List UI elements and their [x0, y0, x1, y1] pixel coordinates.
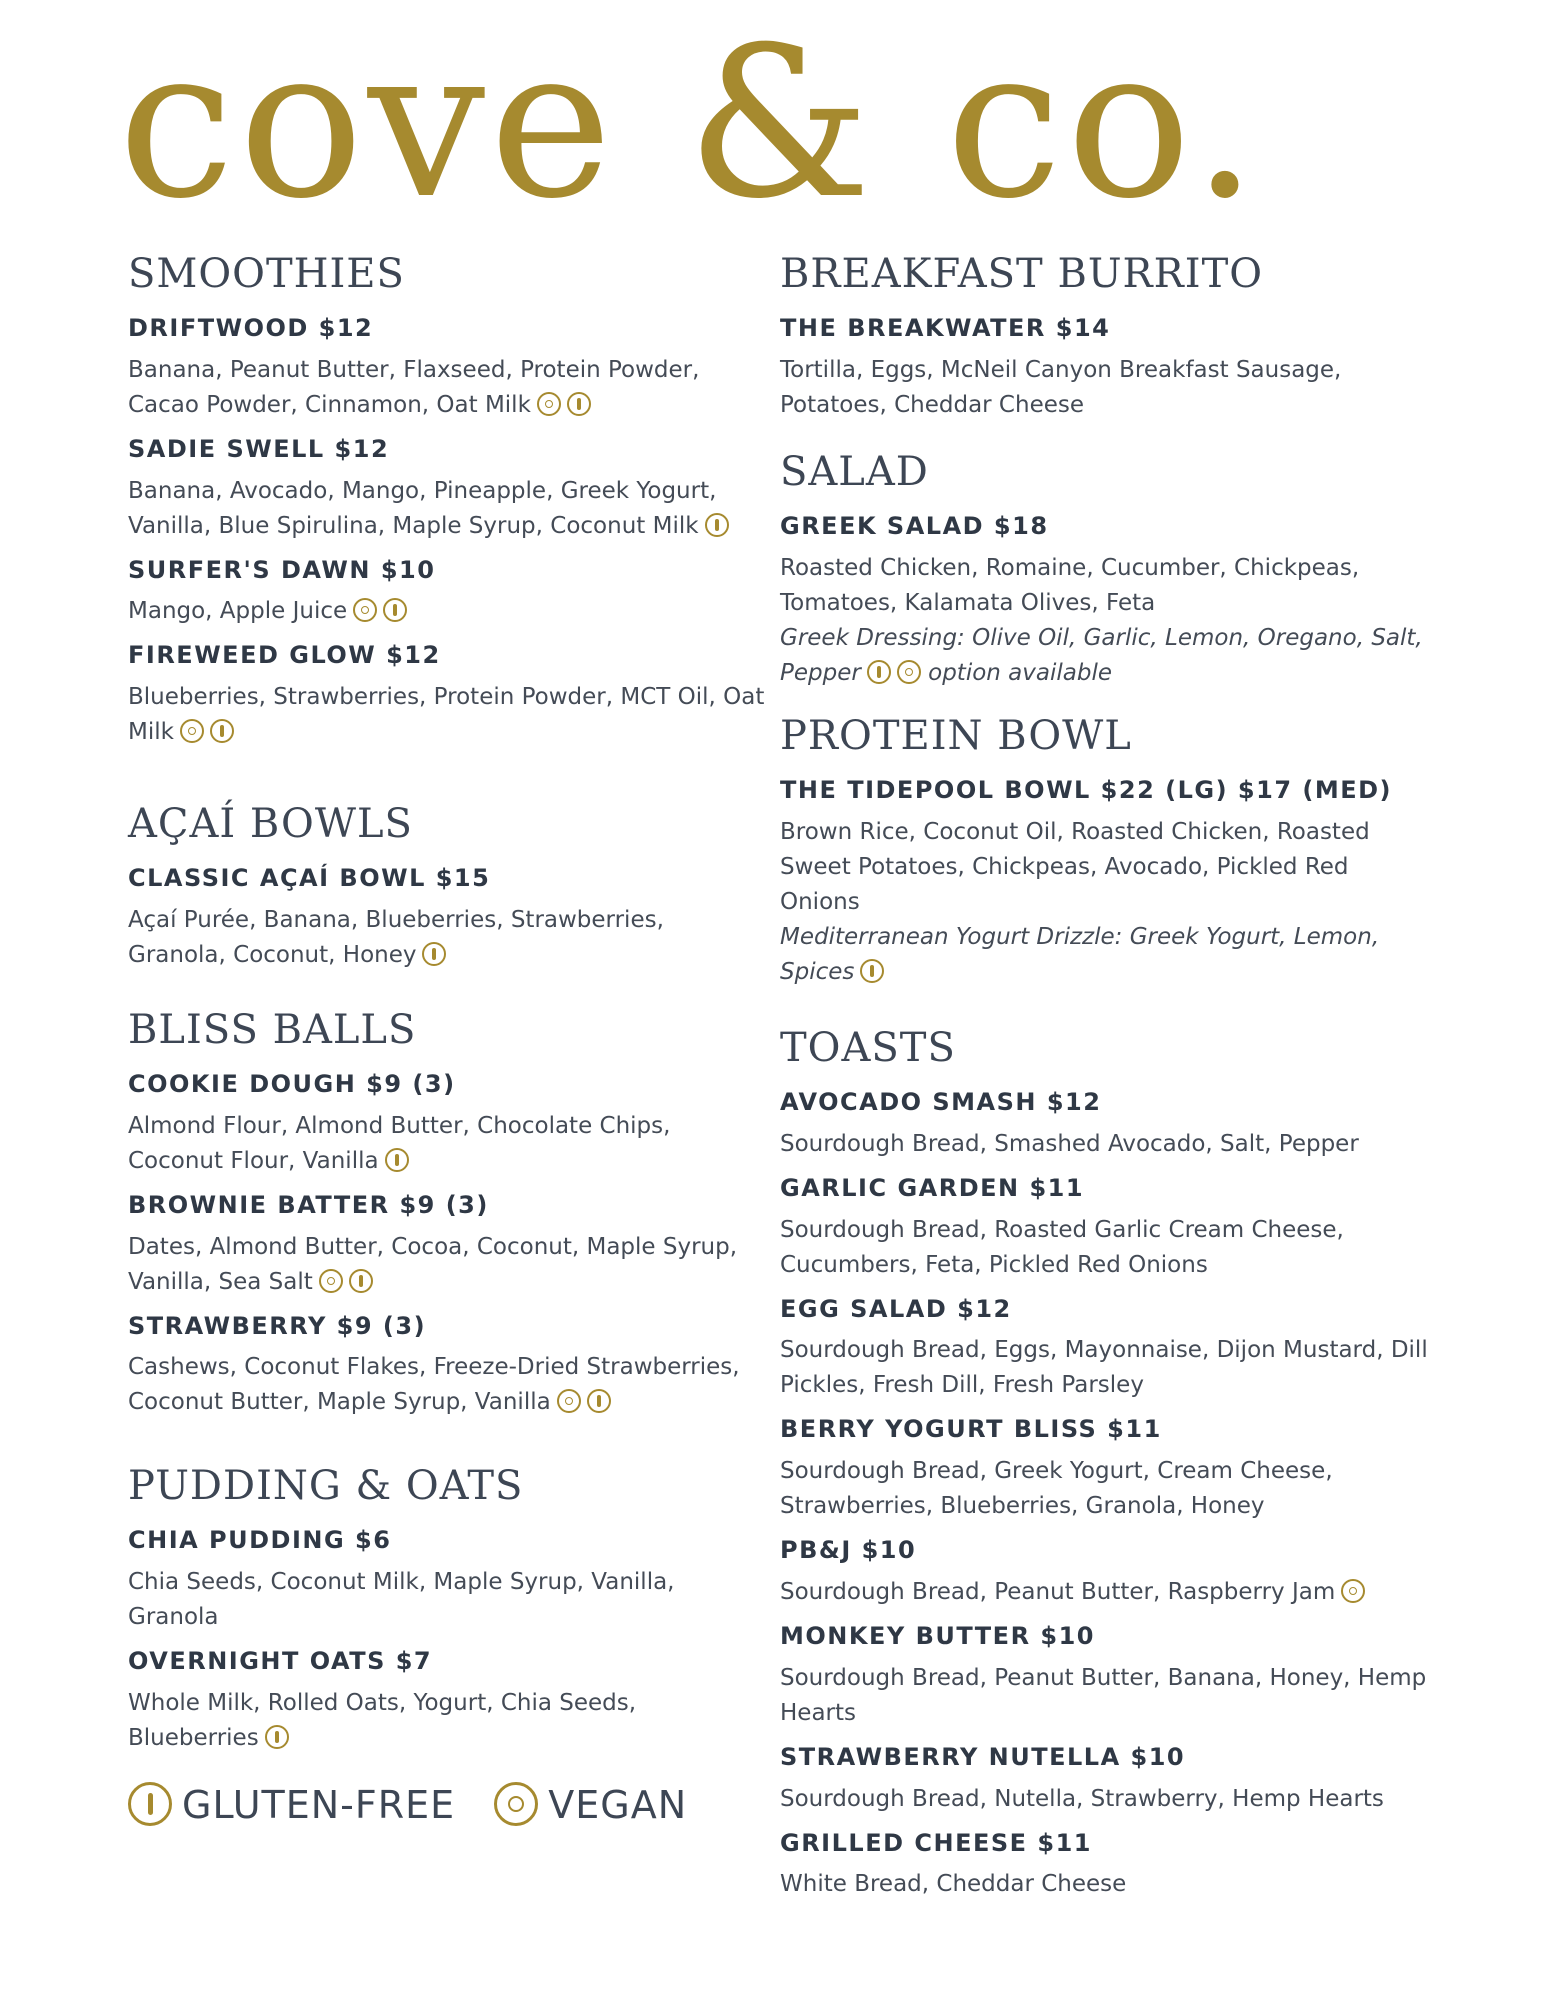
item-name: SADIE SWELL $12	[128, 434, 390, 463]
item-desc: Sourdough Bread, Nutella, Strawberry, Hemp Hearts	[780, 1785, 1384, 1812]
gluten-free-icon	[210, 719, 234, 743]
vegan-icon	[319, 1269, 343, 1293]
vegan-icon	[897, 660, 921, 684]
item-name: COOKIE DOUGH $9 (3)	[128, 1070, 456, 1098]
item-name: GRILLED CHEESE $11	[780, 1828, 1092, 1857]
item-desc: Banana, Avocado, Mango, Pineapple, Greek Yogurt, Vanilla, Blue Spirulina, Maple Syrup, Coconut Milk	[128, 474, 768, 544]
gluten-free-icon	[567, 392, 591, 416]
section-title: PUDDING & OATS	[128, 1463, 524, 1509]
item-desc: Dates, Almond Butter, Cocoa, Coconut, Maple Syrup, Vanilla, Sea Salt	[128, 1233, 738, 1295]
menu-item	[780, 512, 1430, 691]
menu-item	[128, 864, 768, 973]
item-name: THE TIDEPOOL BOWL $22 (LG) $17 (MED)	[780, 776, 1393, 804]
vegan-icon	[494, 1782, 538, 1826]
section-pudding-oats	[128, 1462, 768, 1768]
dietary-legend	[128, 1782, 713, 1827]
item-desc: Sourdough Bread, Greek Yogurt, Cream Cheese, Strawberries, Blueberries, Granola, Honey	[780, 1458, 1333, 1520]
item-desc: Roasted Chicken, Romaine, Cucumber, Chickpeas, Tomatoes, Kalamata Olives, Feta	[780, 554, 1360, 616]
section-title: AÇAÍ BOWLS	[128, 801, 413, 847]
item-desc: Tortilla, Eggs, McNeil Canyon Breakfast Sausage, Potatoes, Cheddar Cheese	[780, 356, 1342, 418]
section-title: BREAKFAST BURRITO	[780, 251, 1264, 297]
vegan-icon	[1341, 1579, 1365, 1603]
menu-item	[780, 314, 1430, 423]
item-name: BERRY YOGURT BLISS $11	[780, 1415, 1162, 1444]
item-desc: Sourdough Bread, Peanut Butter, Banana, Honey, Hemp Hearts	[780, 1664, 1427, 1726]
legend-vegan: VEGAN	[494, 1782, 687, 1827]
item-name: MONKEY BUTTER $10	[780, 1621, 1095, 1650]
menu-item	[128, 1070, 768, 1179]
item-desc: Whole Milk, Rolled Oats, Yogurt, Chia Seeds, Blueberries	[128, 1689, 637, 1751]
menu-item	[128, 1312, 768, 1421]
item-name: AVOCADO SMASH $12	[780, 1088, 1102, 1116]
item-desc: Almond Flour, Almond Butter, Chocolate Chips, Coconut Flour, Vanilla	[128, 1112, 671, 1174]
menu-item	[128, 435, 768, 544]
section-bliss-balls	[128, 1006, 768, 1432]
gluten-free-icon	[385, 1148, 409, 1172]
item-name: GARLIC GARDEN $11	[780, 1173, 1085, 1202]
item-name: SURFER'S DAWN $10	[128, 555, 436, 584]
menu-item	[780, 1536, 1430, 1610]
gluten-free-icon	[705, 513, 729, 537]
menu-item	[780, 1295, 1430, 1404]
menu-item	[780, 1415, 1430, 1524]
item-name: CLASSIC AÇAÍ BOWL $15	[128, 864, 491, 892]
item-note: Greek Dressing: Olive Oil, Garlic, Lemon, Oregano, Salt, Pepper option available	[780, 624, 1423, 686]
item-desc: Cashews, Coconut Flakes, Freeze-Dried Strawberries, Coconut Butter, Maple Syrup, Vanilla	[128, 1354, 740, 1416]
item-name: DRIFTWOOD $12	[128, 314, 374, 342]
menu-item	[780, 776, 1430, 990]
menu-item	[128, 1191, 768, 1300]
item-note: Mediterranean Yogurt Drizzle: Greek Yogurt, Lemon, Spices	[780, 923, 1380, 985]
item-name: PB&J $10	[780, 1536, 917, 1565]
gluten-free-icon	[128, 1782, 172, 1826]
menu-item	[780, 1088, 1430, 1162]
menu-item	[128, 1647, 768, 1756]
item-name: GREEK SALAD $18	[780, 512, 1049, 540]
vegan-icon	[537, 392, 561, 416]
item-desc: Sourdough Bread, Peanut Butter, Raspberry Jam	[780, 1575, 1430, 1610]
gluten-free-icon	[422, 942, 446, 966]
section-title: SALAD	[780, 449, 929, 495]
menu-item	[780, 1622, 1430, 1731]
gluten-free-icon	[587, 1389, 611, 1413]
item-desc: Mango, Apple Juice	[128, 594, 768, 629]
menu-item	[128, 1526, 768, 1635]
section-salad	[780, 448, 1430, 703]
item-desc: Chia Seeds, Coconut Milk, Maple Syrup, Vanilla, Granola	[128, 1568, 675, 1630]
gluten-free-icon	[383, 598, 407, 622]
menu-item	[780, 1829, 1430, 1903]
item-desc: Blueberries, Strawberries, Protein Powder, MCT Oil, Oat Milk	[128, 684, 765, 746]
menu-item	[780, 1174, 1430, 1283]
section-toasts	[780, 1024, 1430, 1914]
menu-item	[128, 641, 768, 750]
vegan-icon	[353, 598, 377, 622]
section-title: TOASTS	[780, 1025, 956, 1071]
brand-logo: cove & co.	[118, 3, 1262, 245]
section-smoothies	[128, 250, 768, 762]
item-name: THE BREAKWATER $14	[780, 314, 1111, 342]
vegan-icon	[180, 719, 204, 743]
item-name: FIREWEED GLOW $12	[128, 641, 441, 670]
item-name: BROWNIE BATTER $9 (3)	[128, 1190, 489, 1219]
item-name: OVERNIGHT OATS $7	[128, 1646, 433, 1675]
item-name: STRAWBERRY NUTELLA $10	[780, 1742, 1186, 1771]
item-desc: White Bread, Cheddar Cheese	[780, 1871, 1127, 1898]
section-breakfast-burrito	[780, 250, 1430, 435]
section-title: PROTEIN BOWL	[780, 713, 1132, 759]
section-protein-bowl	[780, 712, 1430, 1002]
vegan-icon	[557, 1389, 581, 1413]
menu-item	[780, 1743, 1430, 1817]
item-name: EGG SALAD $12	[780, 1294, 1012, 1323]
item-desc: Brown Rice, Coconut Oil, Roasted Chicken, Roasted Sweet Potatoes, Chickpeas, Avocado, Pickled Red Onions	[780, 818, 1370, 915]
item-desc: Sourdough Bread, Roasted Garlic Cream Cheese, Cucumbers, Feta, Pickled Red Onions	[780, 1216, 1344, 1278]
section-title: SMOOTHIES	[128, 251, 405, 297]
item-desc: Sourdough Bread, Eggs, Mayonnaise, Dijon Mustard, Dill Pickles, Fresh Dill, Fresh Parsley	[780, 1337, 1428, 1399]
item-name: STRAWBERRY $9 (3)	[128, 1311, 427, 1340]
section-title: BLISS BALLS	[128, 1007, 417, 1053]
menu-item	[128, 556, 768, 630]
item-desc: Sourdough Bread, Smashed Avocado, Salt, Pepper	[780, 1130, 1359, 1157]
item-desc: Banana, Peanut Butter, Flaxseed, Protein Powder, Cacao Powder, Cinnamon, Oat Milk	[128, 356, 700, 418]
menu-item	[128, 314, 768, 423]
item-desc: Açaí Purée, Banana, Blueberries, Strawberries, Granola, Coconut, Honey	[128, 906, 664, 968]
section-acai	[128, 800, 768, 985]
legend-gluten-free: GLUTEN-FREE	[128, 1782, 455, 1827]
gluten-free-icon	[265, 1725, 289, 1749]
gluten-free-icon	[349, 1269, 373, 1293]
item-name: CHIA PUDDING $6	[128, 1526, 392, 1554]
gluten-free-icon	[860, 959, 884, 983]
gluten-free-icon	[867, 660, 891, 684]
